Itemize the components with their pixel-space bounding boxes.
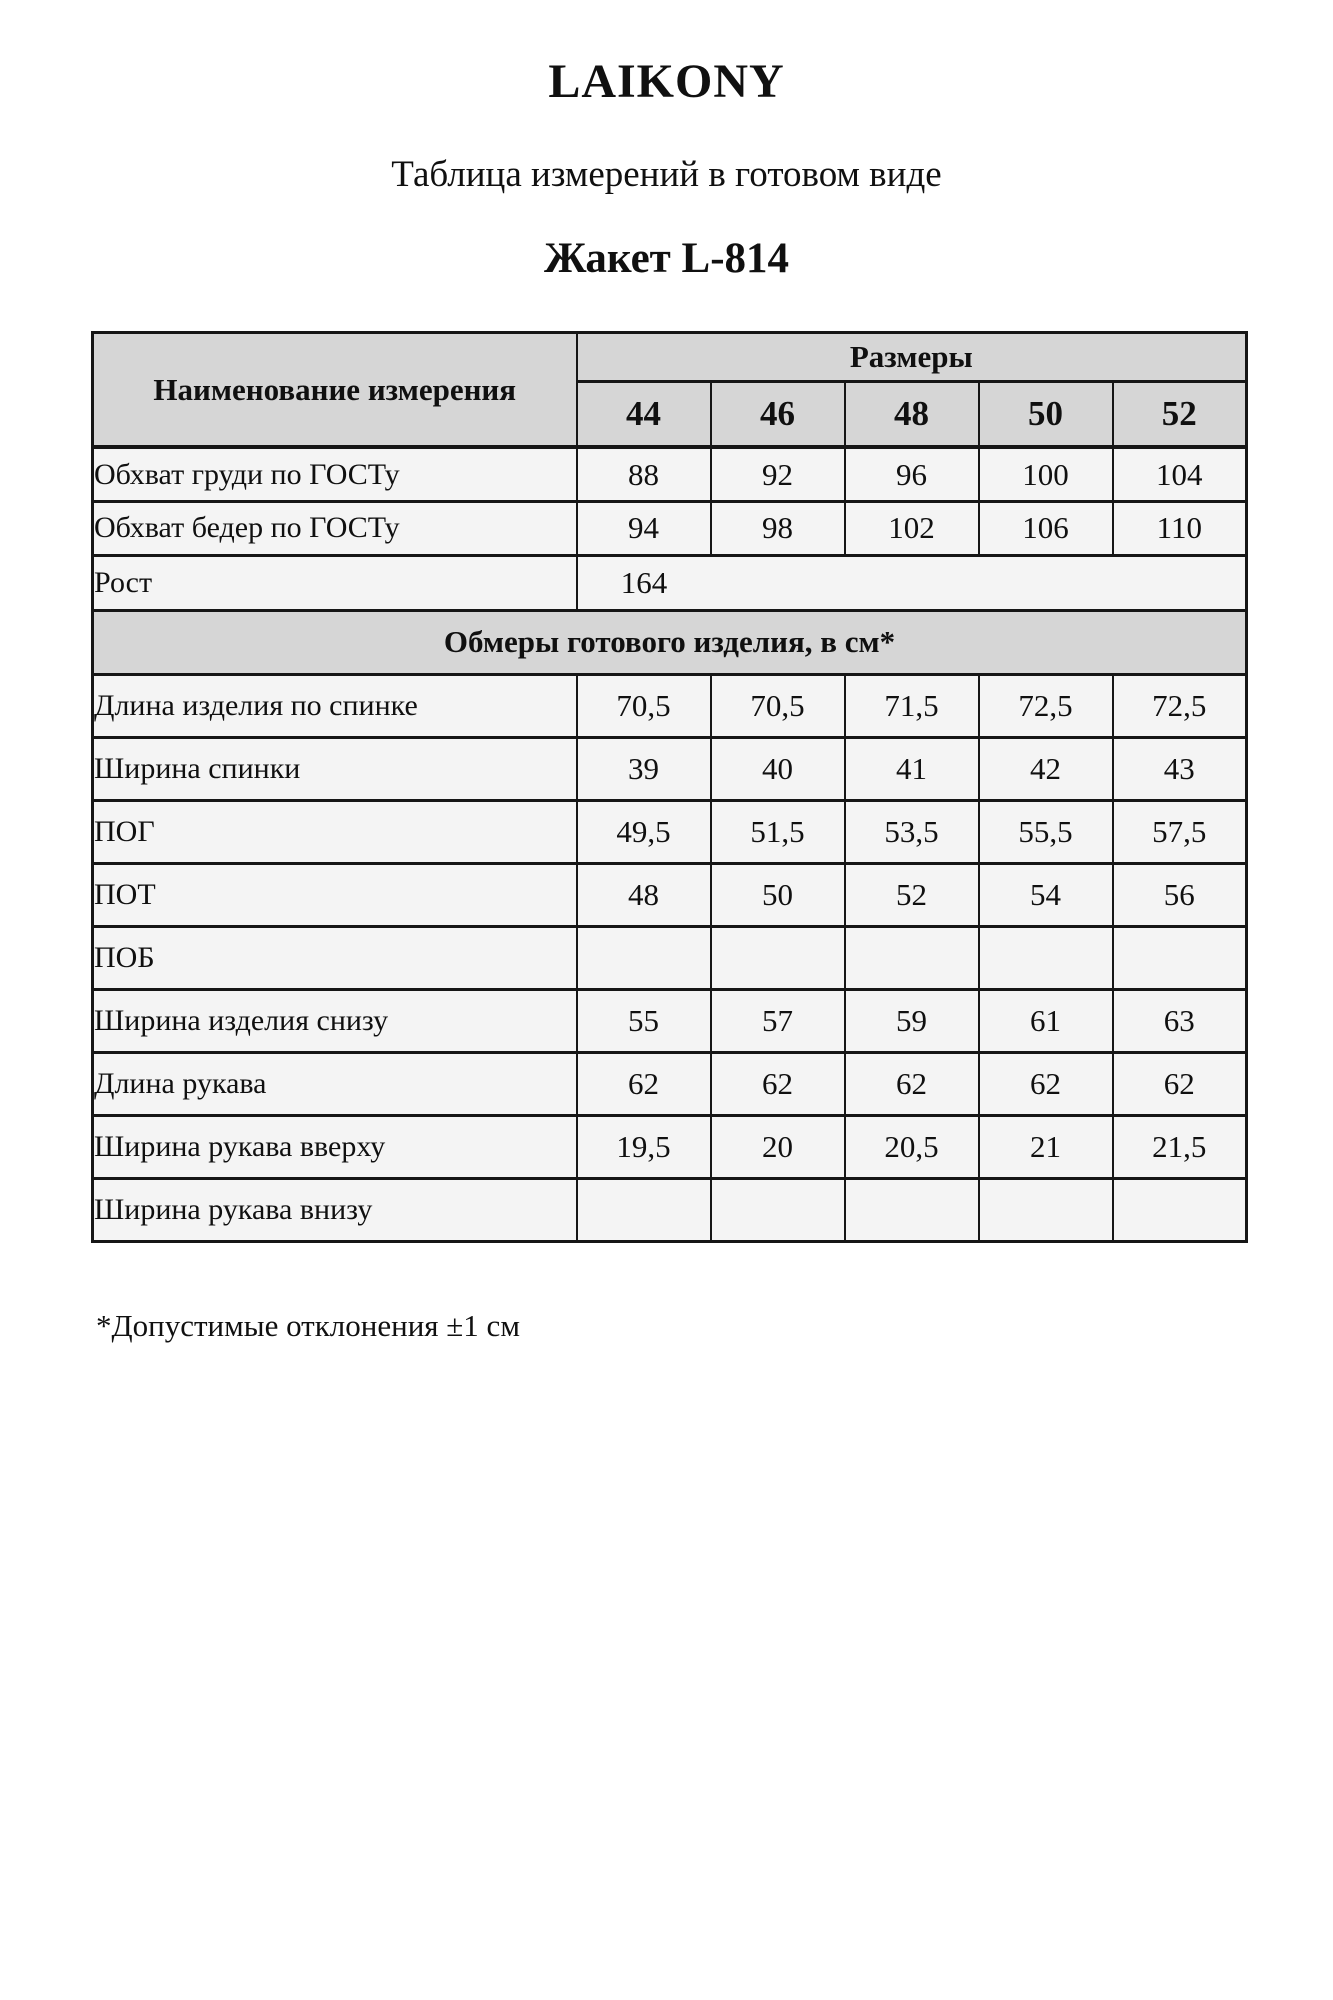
table-row [93, 1115, 1247, 1178]
value-cell [711, 1178, 845, 1241]
value-cell: 106 [979, 501, 1113, 555]
value-cell: 42 [979, 737, 1113, 800]
row-label-cell: Обхват бедер по ГОСТу [93, 501, 577, 555]
value-cell: 62 [1113, 1052, 1247, 1115]
table-row [93, 674, 1247, 737]
value-cell: 39 [577, 737, 711, 800]
value-cell: 71,5 [845, 674, 979, 737]
size-header-44: 44 [577, 381, 711, 447]
value-cell: 62 [979, 1052, 1113, 1115]
value-cell: 59 [845, 989, 979, 1052]
measurements-table [91, 331, 1248, 1243]
value-cell: 62 [845, 1052, 979, 1115]
value-cell: 53,5 [845, 800, 979, 863]
row-label-cell: Ширина рукава внизу [93, 1178, 577, 1241]
value-cell: 21,5 [1113, 1115, 1247, 1178]
value-cell: 52 [845, 863, 979, 926]
value-cell [711, 926, 845, 989]
document-subtitle: Таблица измерений в готовом виде [391, 153, 942, 195]
value-cell [1113, 926, 1247, 989]
size-header-50: 50 [979, 381, 1113, 447]
value-cell: 21 [979, 1115, 1113, 1178]
table-header-row-sizes-group [93, 332, 1247, 381]
row-label-cell: Ширина рукава вверху [93, 1115, 577, 1178]
row-label-cell: ПОТ [93, 863, 577, 926]
row-label-cell: Длина рукава [93, 1052, 577, 1115]
table-row [93, 863, 1247, 926]
value-cell [577, 1178, 711, 1241]
row-label-cell: Рост [93, 555, 577, 610]
value-cell: 72,5 [1113, 674, 1247, 737]
value-cell [577, 926, 711, 989]
value-cell [845, 1178, 979, 1241]
value-cell: 20,5 [845, 1115, 979, 1178]
table-row [93, 737, 1247, 800]
value-cell: 98 [711, 501, 845, 555]
table-row [93, 800, 1247, 863]
value-cell: 70,5 [711, 674, 845, 737]
value-cell: 92 [711, 447, 845, 501]
table-row [93, 501, 1247, 555]
merged-value-cell [577, 555, 1247, 610]
value-cell: 48 [577, 863, 711, 926]
value-cell: 50 [711, 863, 845, 926]
value-cell: 49,5 [577, 800, 711, 863]
table-section-row [93, 610, 1247, 674]
value-cell: 70,5 [577, 674, 711, 737]
rost-value: 164 [620, 564, 668, 600]
value-cell: 57 [711, 989, 845, 1052]
section-header-cell: Обмеры готового изделия, в см* [93, 610, 1247, 674]
value-cell: 63 [1113, 989, 1247, 1052]
value-cell: 57,5 [1113, 800, 1247, 863]
value-cell: 100 [979, 447, 1113, 501]
value-cell: 72,5 [979, 674, 1113, 737]
value-cell: 61 [979, 989, 1113, 1052]
value-cell: 51,5 [711, 800, 845, 863]
brand-title: LAIKONY [548, 55, 785, 108]
value-cell: 88 [577, 447, 711, 501]
footnote: *Допустимые отклонения ±1 см [96, 1307, 520, 1343]
row-label-cell: Ширина спинки [93, 737, 577, 800]
value-cell: 110 [1113, 501, 1247, 555]
value-cell [1113, 1178, 1247, 1241]
table-row [93, 926, 1247, 989]
table-row [93, 1178, 1247, 1241]
value-cell: 102 [845, 501, 979, 555]
value-cell: 55 [577, 989, 711, 1052]
value-cell: 43 [1113, 737, 1247, 800]
table-row [93, 447, 1247, 501]
value-cell [979, 1178, 1113, 1241]
row-label-cell: ПОБ [93, 926, 577, 989]
value-cell: 56 [1113, 863, 1247, 926]
table-row [93, 1052, 1247, 1115]
value-cell [845, 926, 979, 989]
value-cell: 62 [711, 1052, 845, 1115]
size-header-48: 48 [845, 381, 979, 447]
value-cell: 55,5 [979, 800, 1113, 863]
size-header-46: 46 [711, 381, 845, 447]
value-cell: 40 [711, 737, 845, 800]
value-cell: 54 [979, 863, 1113, 926]
row-label-cell: ПОГ [93, 800, 577, 863]
row-label-cell: Ширина изделия снизу [93, 989, 577, 1052]
size-header-52: 52 [1113, 381, 1247, 447]
value-cell: 20 [711, 1115, 845, 1178]
value-cell: 62 [577, 1052, 711, 1115]
value-cell: 96 [845, 447, 979, 501]
value-cell: 94 [577, 501, 711, 555]
value-cell: 19,5 [577, 1115, 711, 1178]
sizes-group-header: Размеры [577, 332, 1247, 381]
value-cell [979, 926, 1113, 989]
row-label-cell: Длина изделия по спинке [93, 674, 577, 737]
value-cell: 41 [845, 737, 979, 800]
name-column-header: Наименование измерения [93, 332, 577, 447]
row-label-cell: Обхват груди по ГОСТу [93, 447, 577, 501]
table-row [93, 555, 1247, 610]
value-cell: 104 [1113, 447, 1247, 501]
table-row [93, 989, 1247, 1052]
product-title: Жакет L-814 [543, 235, 790, 283]
